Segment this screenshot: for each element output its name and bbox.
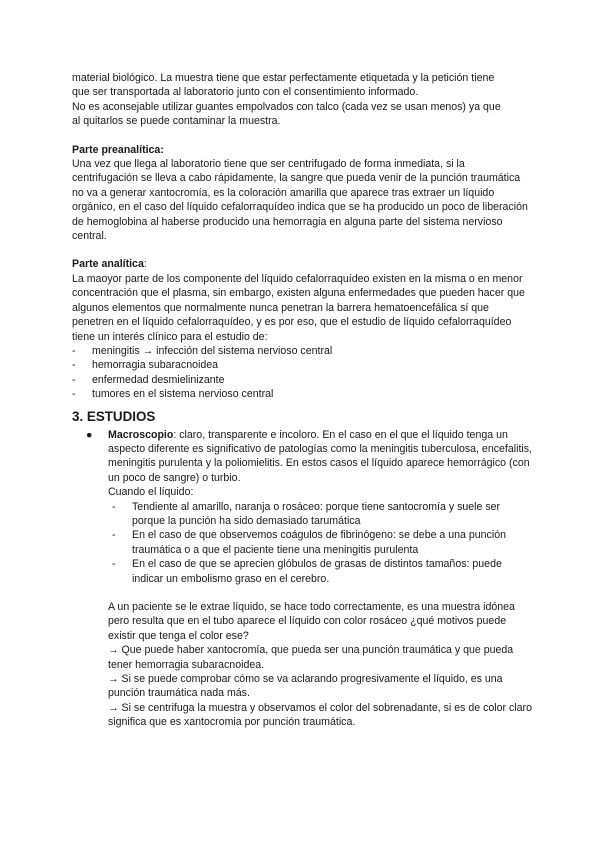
bullet-dot-icon: ● — [86, 428, 93, 441]
answer-3: → Si se centrifuga la muestra y observamos el color del sobrenadante, si es de color claro significa que es xantocromia por punción traumática. — [108, 701, 532, 729]
analitica-title: Parte analítica — [72, 258, 144, 271]
estudios-title: 3. ESTUDIOS — [72, 408, 156, 424]
analitica-body: La maoyor parte de los componente del líquido cefalorraquídeo existen en la misma o en menor concentración que el plasma, sin embargo, existen alguna enfermedades que pueden hacer que algunos elementos que normalmente nunca penetran la barrera hematoencefálica sí que penetren en el líquido cefalorraquídeo, y es por eso, que el estudio de líquido cefalorraquídeo tiene un interés clínico para el estudio de: — [72, 272, 525, 343]
intro-line-1: material biológico. La muestra tiene que estar perfectamente etiquetada y la petición tiene — [72, 72, 495, 84]
analitica-colon: : — [143, 258, 147, 271]
macroscopio-paragraph — [108, 428, 532, 486]
analitica-list — [72, 344, 532, 402]
list-item: - Tendiente al amarillo, naranja o rosáceo: porque tiene santocromía y suele ser porque la punción ha sido demasiado tarumática — [112, 500, 532, 529]
macroscopio-bullet — [72, 428, 532, 730]
list-item: - En el caso de que se aprecien glóbulos de grasas de distintos tamaños: puede indicar un embolismo graso en el cerebro. — [112, 557, 532, 586]
cuando-text: Cuando el líquido: — [108, 486, 194, 499]
preanalitica-heading — [72, 143, 532, 157]
preanalitica-colon: : — [160, 143, 164, 156]
intro-line-3: No es aconsejable utilizar guantes empolvados con talco (cada vez se usan menos) ya que — [72, 100, 501, 113]
document-page — [72, 71, 532, 730]
preanalitica-body: Una vez que llega al laboratorio tiene que ser centrifugado de forma inmediata, si la centrifugación se lleva a cabo rápidamente, la sangre que pueda venir de la punción traumática no va a generar xantocromía, es la coloración amarilla que aparece tras extraer un líquido orgánico, en el caso del líquido cefalorraquídeo indica que se ha producido un poco de liberación de hemoglobina al haberse producido una hemorragia en alguna parte del sistema nervioso central. — [72, 158, 528, 243]
intro-line-4: al quitarlos se puede contaminar la muestra. — [72, 115, 281, 128]
list-item: - enfermedad desmielinizante — [72, 373, 532, 387]
macroscopio-text: : claro, transparente e incoloro. En el caso en el que el líquido tenga un aspecto diferente es significativo de patologías como la meningitis tuberculosa, encefalitis, meningitis purulenta y la poliomielitis. En estos casos el líquido aparece hemorrágico (con un poco de sangre) o turbio. — [108, 428, 532, 484]
question-paragraph: A un paciente se le extrae líquido, se hace todo correctamente, es una muestra idónea pero resulta que en el tubo aparece el líquido con color rosáceo ¿qué motivos puede existir que tenga el color ese? — [108, 601, 515, 642]
list-item: - tumores en el sistema nervioso central — [72, 387, 532, 401]
macroscopio-label: Macroscopio — [108, 428, 174, 441]
list-item: - En el caso de que observemos coágulos de fibrinógeno: se debe a una punción traumática o a que el paciente tiene una meningitis purulenta — [112, 528, 532, 557]
intro-line-2: que ser transportada al laboratorio junto con el consentimiento informado. — [72, 86, 419, 99]
list-item: - hemorragia subaracnoidea — [72, 358, 532, 372]
answer-1: → Que puede haber xantocromía, que pueda ser una punción traumática y que pueda tener hemorragia subaracnoidea. — [108, 644, 514, 671]
answer-2: → Si se puede comprobar cómo se va aclarando progresivamente el líquido, es una punción traumática nada más. — [108, 673, 503, 700]
analitica-heading — [72, 257, 532, 271]
list-item: - meningitis → infección del sistema nervioso central — [72, 344, 532, 358]
preanalitica-title: Parte preanalítica — [72, 143, 161, 156]
cuando-list — [112, 500, 532, 586]
